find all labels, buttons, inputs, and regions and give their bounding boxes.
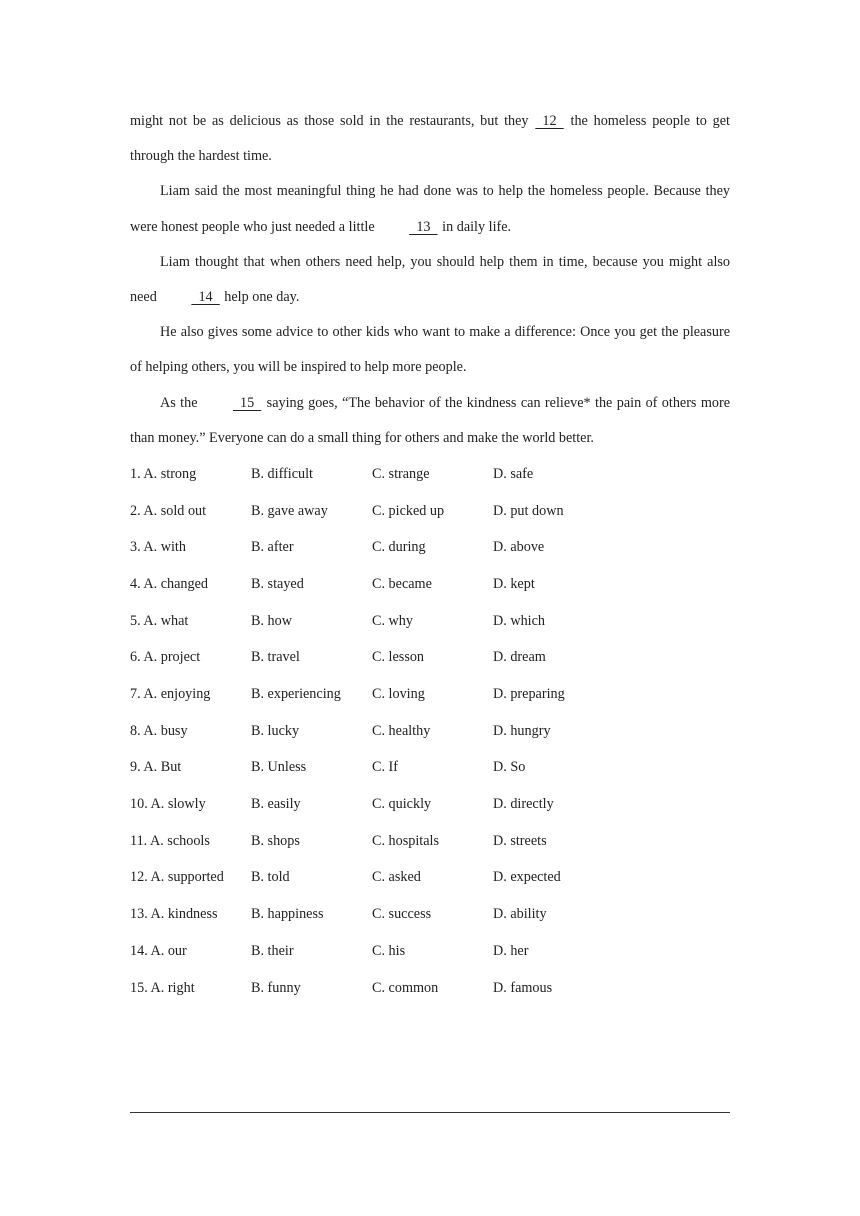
option-b: B. funny [251,979,301,996]
option-d: D. put down [493,502,564,519]
option-b: B. experiencing [251,686,341,702]
passage-paragraph-5 [130,386,730,456]
question-row [130,493,730,530]
option-b: B. shops [251,832,300,849]
option-a: 1. A. strong [130,465,197,482]
option-c: C. quickly [372,796,432,813]
option-b: B. after [251,539,294,556]
option-d: D. dream [493,649,546,666]
document-page [130,104,730,1006]
option-d: D. expected [493,869,561,886]
blank-14: 14 [191,289,220,306]
option-d: D. streets [493,832,547,849]
question-row [130,933,730,970]
option-c: C. during [372,539,426,556]
paragraph-text: Liam said the most meaningful thing he had done was to help the homeless people. Because they were honest people who just needed a little [130,183,730,235]
option-b: B. difficult [251,465,314,482]
option-a: 12. A. supported [130,869,224,886]
passage-paragraph-2 [130,174,730,244]
option-d: D. directly [493,796,554,813]
option-a: 8. A. busy [130,722,188,739]
option-b: B. lucky [251,722,300,739]
option-c: C. picked up [372,502,445,519]
option-a: 13. A. kindness [130,906,218,923]
option-a: 6. A. project [130,649,201,666]
question-row [130,860,730,897]
option-d: D. safe [493,465,534,482]
option-b: B. stayed [251,575,304,592]
option-b: B. told [251,869,290,886]
option-a: 10. A. slowly [130,796,206,813]
question-row [130,566,730,603]
passage-paragraph-1 [130,104,730,174]
option-b: B. gave away [251,502,328,519]
option-d: D. her [493,942,529,959]
option-d: D. famous [493,979,553,996]
option-c: C. success [372,906,432,923]
option-a: 7. A. enjoying [130,686,211,702]
question-row [130,603,730,640]
paragraph-text: help one day. [220,289,300,306]
paragraph-text: might not be as delicious as those sold in the restaurants, but they [130,113,535,129]
paragraph-text: Liam thought that when others need help, you should help them in time, because you might also need [130,253,730,306]
option-d: D. So [493,759,526,776]
option-c: C. loving [372,686,425,702]
question-row [130,750,730,787]
option-b: B. Unless [251,759,307,776]
question-row [130,970,730,1007]
question-row [130,896,730,933]
question-row [130,456,730,493]
option-a: 3. A. with [130,539,186,556]
question-row [130,823,730,860]
footer-divider [130,1112,730,1113]
paragraph-text: As the [160,394,202,411]
option-d: D. above [493,539,545,556]
passage-paragraph-3 [130,245,730,315]
option-c: C. If [372,759,399,776]
paragraph-text: the homeless people to get through the hardest time. [130,113,730,165]
option-c: C. common [372,979,439,996]
option-b: B. travel [251,649,300,666]
paragraph-text: saying goes, “The behavior of the kindness can relieve* the pain of others more than money.” Everyone can do a small thing for others and make the world better. [130,394,730,446]
option-c: C. strange [372,465,430,482]
question-row [130,676,730,713]
question-row [130,713,730,750]
option-c: C. lesson [372,649,425,666]
option-d: D. preparing [493,686,565,702]
option-c: C. hospitals [372,832,440,849]
blank-13: 13 [409,218,438,235]
option-b: B. happiness [251,906,324,923]
passage-paragraph-4: He also gives some advice to other kids who want to make a difference: Once you get the pleasure of helping others, you will be inspired to help more people. [130,324,730,376]
option-d: D. ability [493,906,547,923]
option-c: C. why [372,612,413,629]
option-d: D. kept [493,575,535,592]
option-d: D. hungry [493,722,551,739]
question-row [130,786,730,823]
option-a: 15. A. right [130,979,195,996]
question-row [130,529,730,566]
blank-12: 12 [535,113,564,129]
option-a: 2. A. sold out [130,502,207,519]
option-a: 11. A. schools [130,832,210,849]
question-row [130,639,730,676]
option-c: C. healthy [372,722,431,739]
option-b: B. how [251,612,292,629]
option-a: 9. A. But [130,759,182,776]
option-a: 5. A. what [130,612,189,629]
option-a: 14. A. our [130,942,187,959]
option-c: C. his [372,942,406,959]
option-d: D. which [493,612,546,629]
paragraph-text: in daily life. [438,218,512,235]
option-c: C. asked [372,869,421,886]
blank-15: 15 [232,394,262,411]
option-b: B. easily [251,796,301,813]
answer-options-list [130,456,730,1006]
option-b: B. their [251,942,294,959]
option-a: 4. A. changed [130,575,209,592]
option-c: C. became [372,575,432,592]
